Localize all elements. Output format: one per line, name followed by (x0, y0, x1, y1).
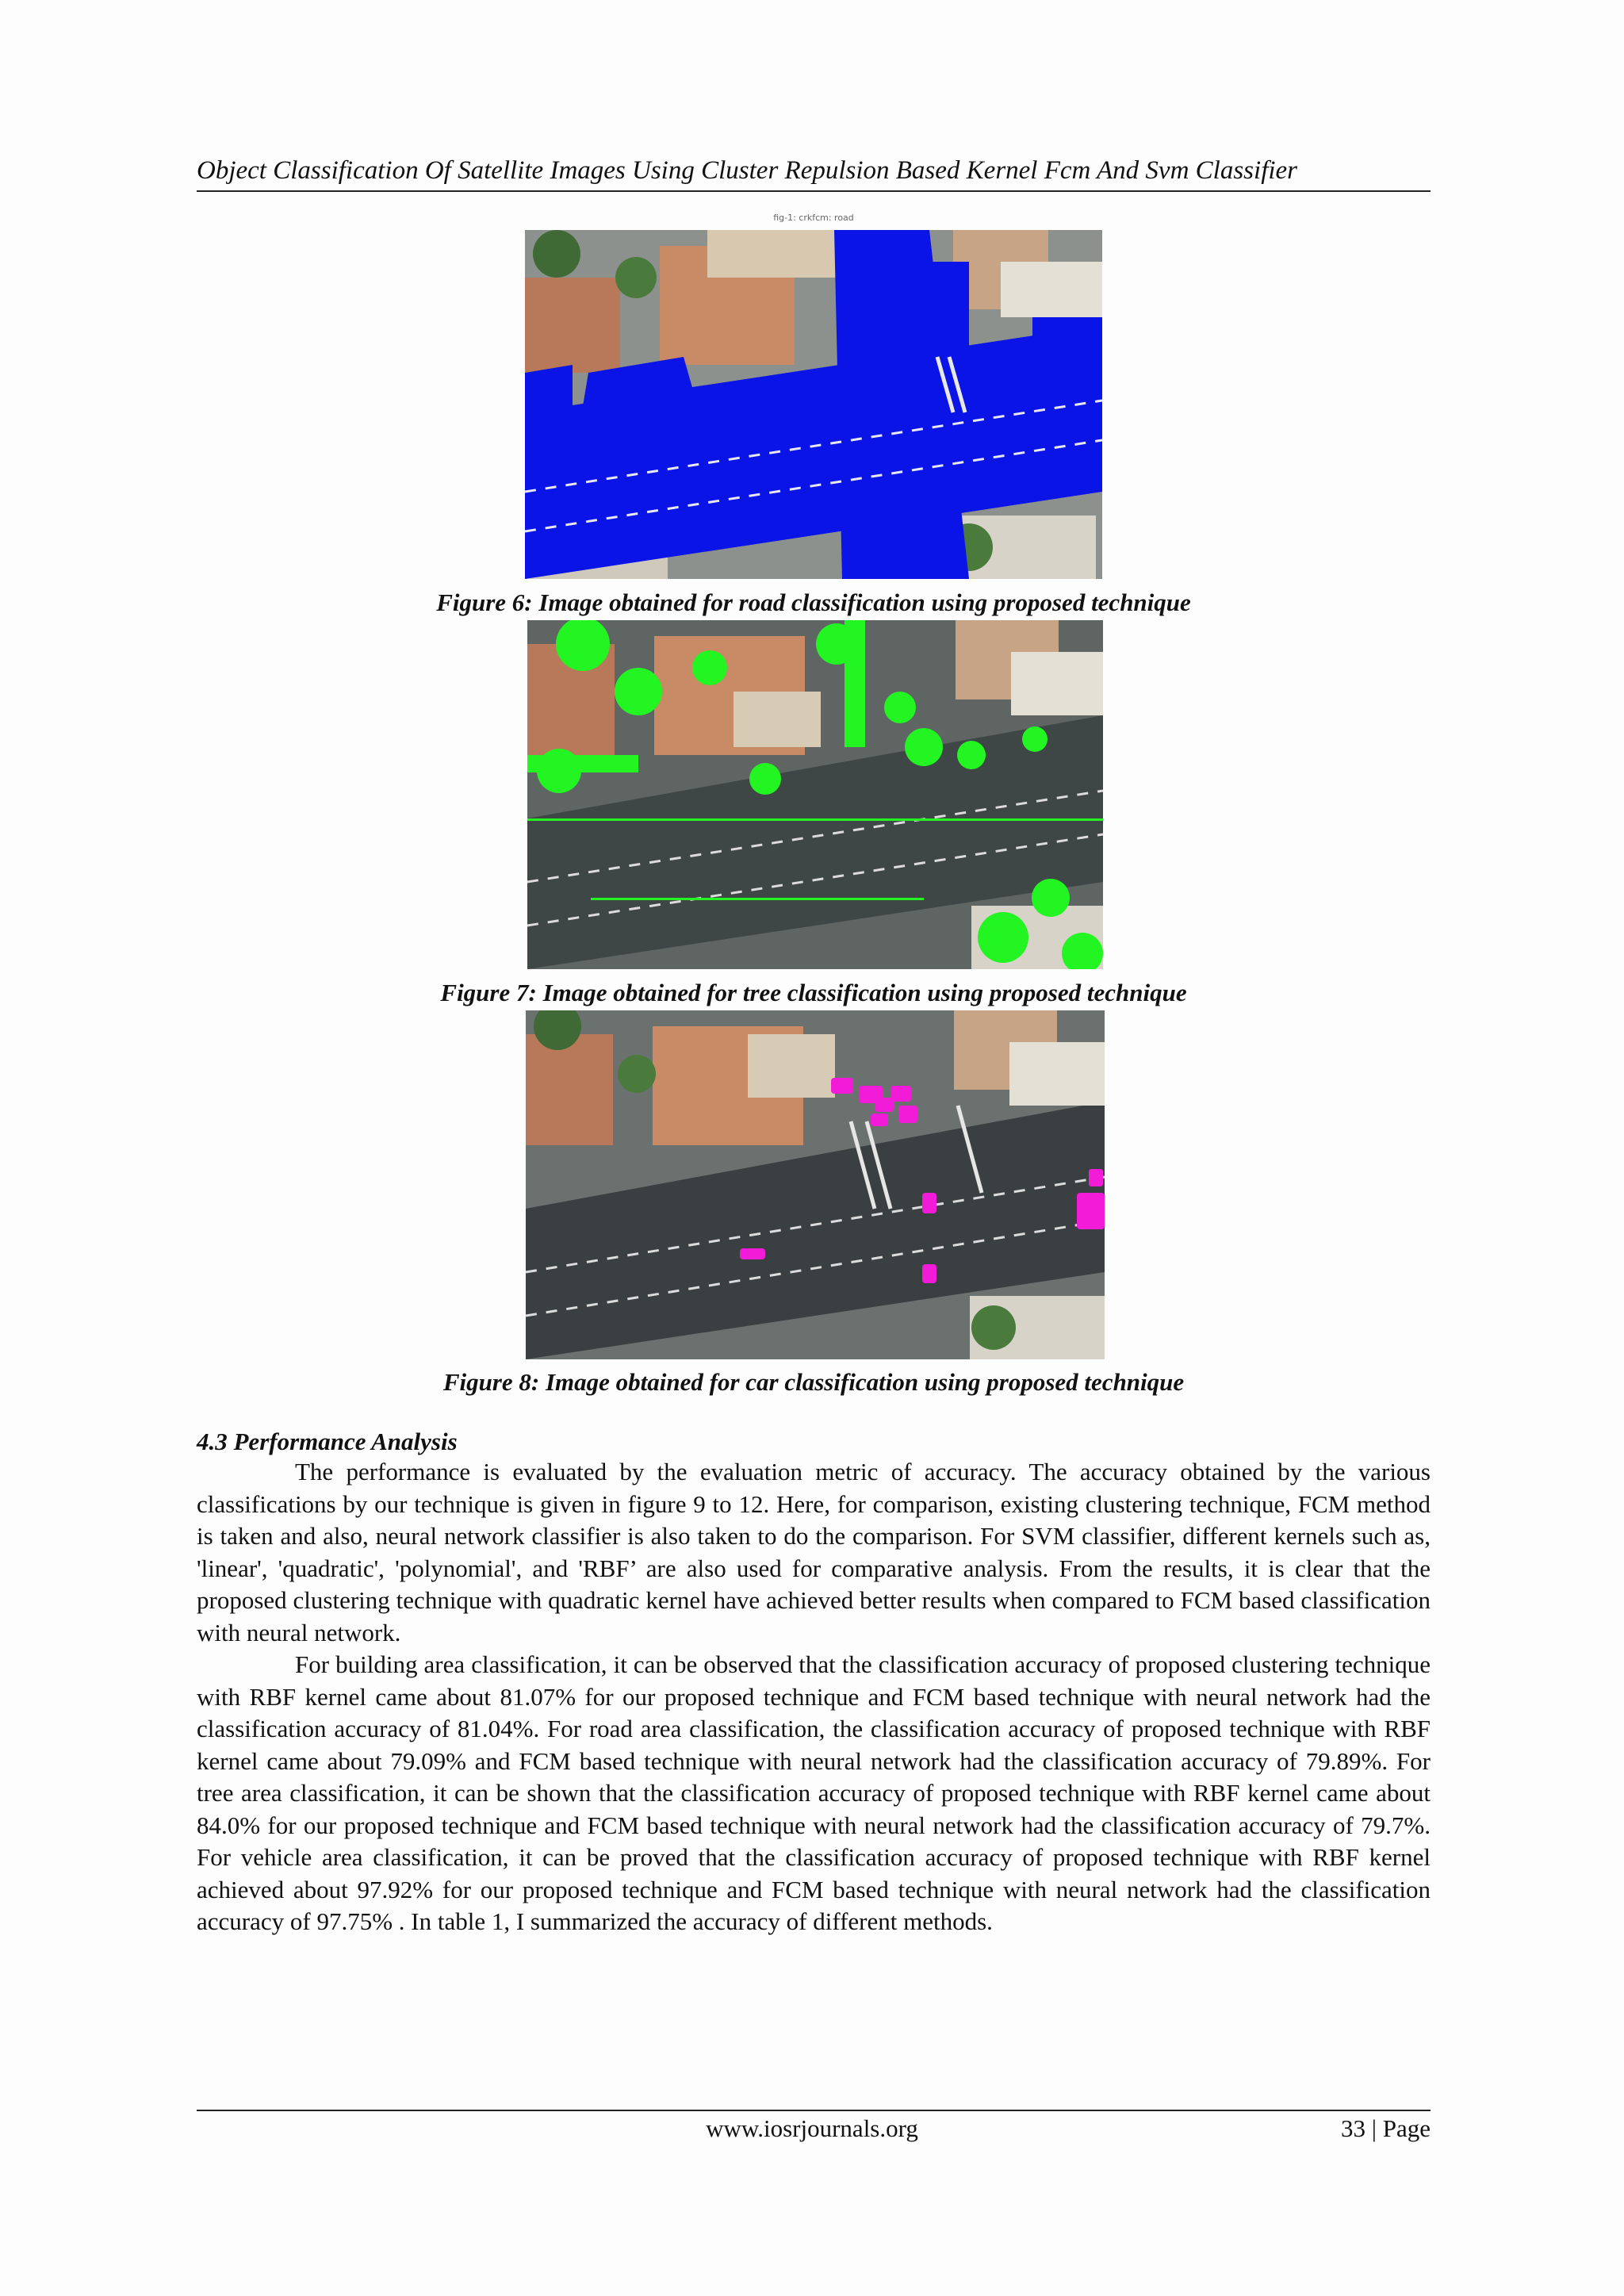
body-paragraph: For building area classification, it can be observed that the classification accuracy of proposed clustering technique with RBF kernel came about 81.07% for our proposed technique and FCM based technique with neural network had the classification accuracy of 81.04%. For road area classification, the classification accuracy of proposed technique with RBF kernel came about 79.09% and FCM based technique with neural network had the classification accuracy of 79.89%. For tree area classification, it can be shown that the classification accuracy of proposed technique with RBF kernel came about 84.0% for our proposed technique and FCM based technique with neural network had the classification accuracy of 79.7%. For vehicle area classification, it can be proved that the classification accuracy of proposed technique with RBF kernel achieved about 97.92% for our proposed technique and FCM based technique with neural network had the classification accuracy of 97.75% . In table 1, I summarized the accuracy of different methods. (197, 1650, 1431, 1935)
section-body (197, 1456, 1431, 1938)
body-paragraph: The performance is evaluated by the evaluation metric of accuracy. The accuracy obtained by the various classifications by our technique is given in figure 9 to 12. Here, for comparison, existing clustering technique, FCM method is taken and also, neural network classifier is also taken to do the comparison. For SVM classifier, different kernels such as, 'linear', 'quadratic', 'polynomial', and 'RBF’ are also used for comparative analysis. From the results, it is clear that the proposed clustering technique with quadratic kernel have achieved better results when compared to FCM based classification with neural network. (197, 1458, 1431, 1646)
figure-caption: Figure 8: Image obtained for car classification using proposed technique (442, 1368, 1185, 1396)
figure-plot-title: fig-1: crkfcm: road (773, 213, 854, 223)
satellite-scene-car (526, 1010, 1105, 1359)
section-heading: 4.3 Performance Analysis (197, 1428, 458, 1455)
footer-website: www.iosrjournals.org (706, 2114, 918, 2142)
footer-divider (197, 2110, 1431, 2111)
running-header: Object Classification Of Satellite Images Using Cluster Repulsion Based Kernel Fcm And Svm Classifier (197, 152, 1431, 192)
footer-page-number: 33 | Page (1341, 2114, 1431, 2142)
satellite-scene-road (525, 230, 1102, 579)
satellite-scene-tree (527, 620, 1103, 969)
figure-car-classification-image (526, 1010, 1105, 1359)
figure-caption: Figure 6: Image obtained for road classification using proposed technique (436, 588, 1191, 616)
figure-road-classification-image (525, 213, 1102, 579)
figure-tree-classification-image (527, 620, 1103, 969)
figure-caption: Figure 7: Image obtained for tree classification using proposed technique (440, 979, 1187, 1006)
